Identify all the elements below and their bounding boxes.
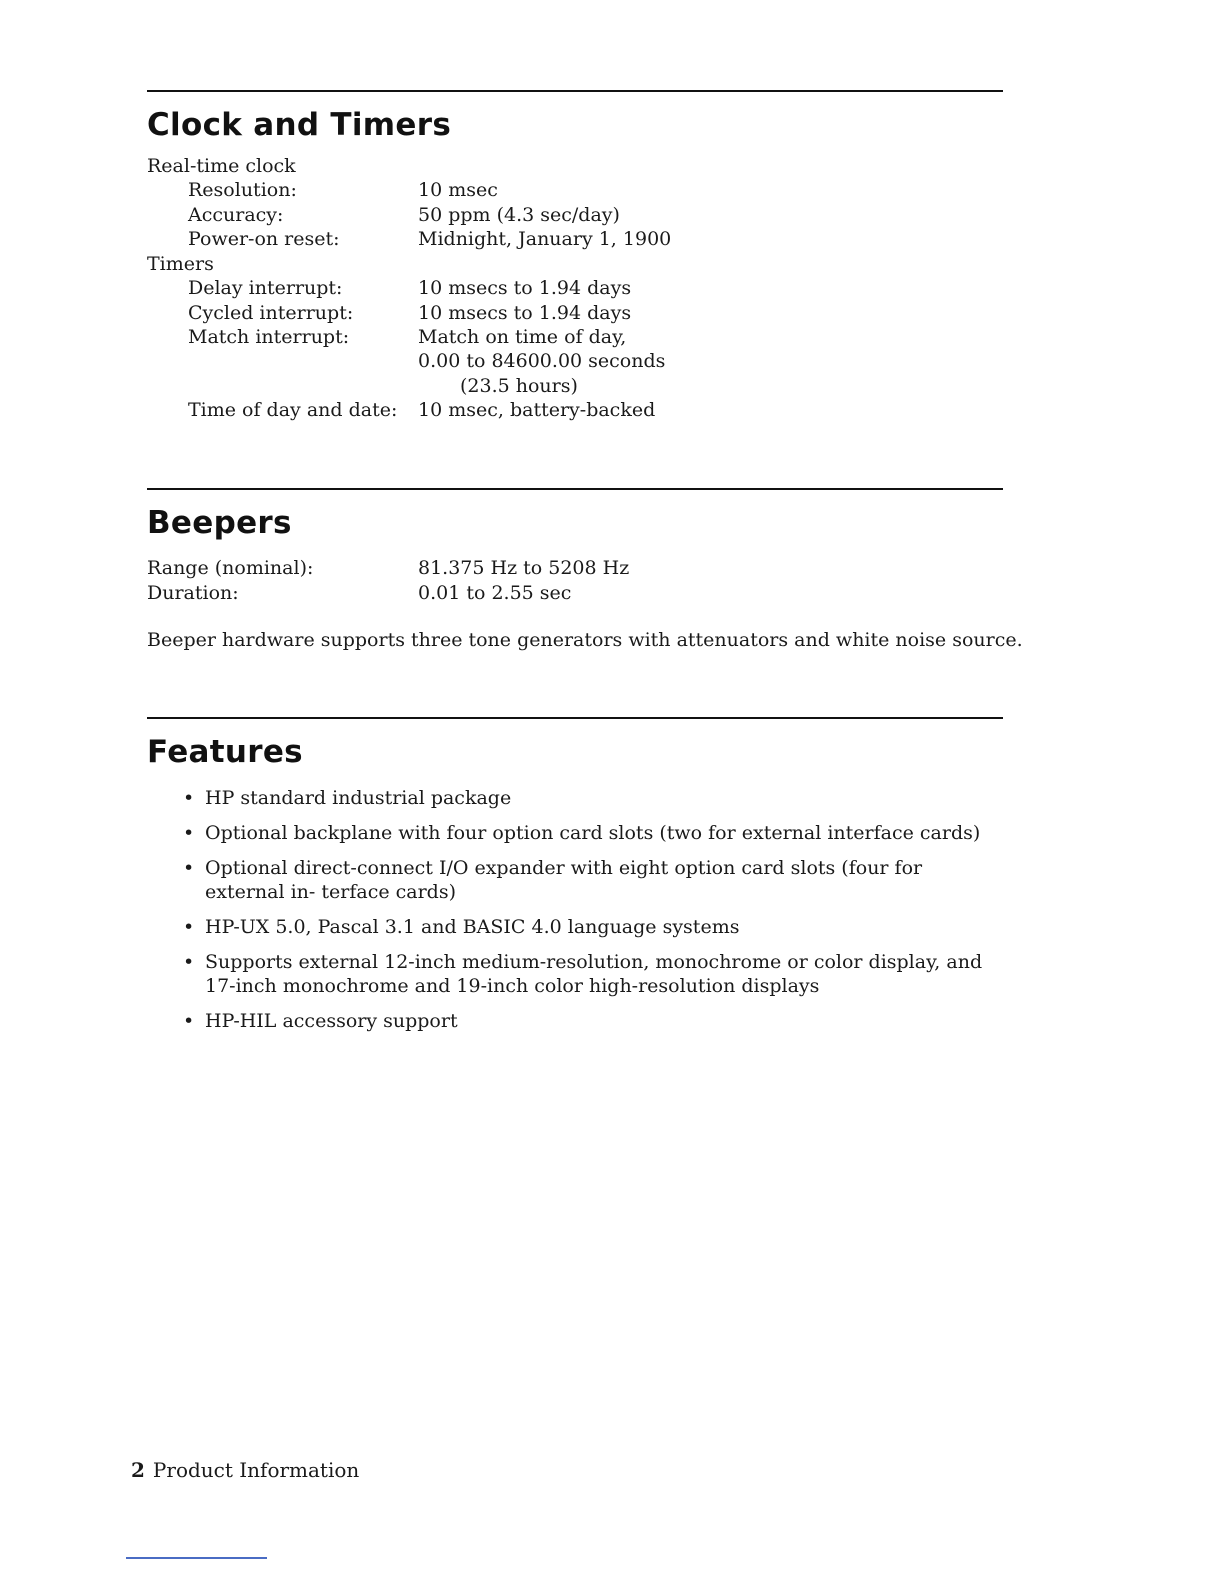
beeper-note: Beeper hardware supports three tone generators with attenuators and white noise source.: [147, 629, 1023, 651]
spec-label-resolution: Resolution:: [188, 179, 297, 201]
spec-label-range: Range (nominal):: [147, 557, 314, 579]
spec-label-tod: Time of day and date:: [188, 399, 398, 421]
bottom-edge-mark: [126, 1557, 267, 1559]
spec-value-reset: Midnight, January 1, 1900: [418, 228, 672, 250]
page-number: 2: [131, 1458, 145, 1482]
spec-value-duration: 0.01 to 2.55 sec: [418, 582, 572, 604]
section-title-features: Features: [147, 734, 303, 770]
page-footer: [131, 1458, 359, 1482]
spec-value-tod: 10 msec, battery-backed: [418, 399, 656, 421]
section-title-clock: Clock and Timers: [147, 107, 452, 143]
spec-value-delay: 10 msecs to 1.94 days: [418, 277, 632, 299]
spec-label-cycled: Cycled interrupt:: [188, 302, 354, 324]
section-title-beepers: Beepers: [147, 505, 292, 541]
spec-value-resolution: 10 msec: [418, 179, 498, 201]
section-rule-clock: [147, 90, 1003, 92]
spec-value-match-1: Match on time of day,: [418, 326, 627, 348]
spec-label-delay: Delay interrupt:: [188, 277, 343, 299]
section-rule-features: [147, 717, 1003, 719]
feature-item: • Optional direct-connect I/O expander with eight option card slots (four for external in- terface cards): [183, 856, 1005, 904]
spec-label-duration: Duration:: [147, 582, 239, 604]
feature-item: • HP standard industrial package: [183, 786, 1005, 810]
spec-value-cycled: 10 msecs to 1.94 days: [418, 302, 632, 324]
feature-item: • Optional backplane with four option card slots (two for external interface cards): [183, 821, 1005, 845]
spec-value-range: 81.375 Hz to 5208 Hz: [418, 557, 630, 579]
features-list: [183, 786, 1005, 1044]
spec-value-match-2: 0.00 to 84600.00 seconds: [418, 350, 666, 372]
rtc-heading: Real-time clock: [147, 155, 296, 177]
spec-label-accuracy: Accuracy:: [188, 204, 284, 226]
spec-label-match: Match interrupt:: [188, 326, 350, 348]
footer-section-name: Product Information: [152, 1458, 360, 1482]
spec-label-reset: Power-on reset:: [188, 228, 340, 250]
spec-value-accuracy: 50 ppm (4.3 sec/day): [418, 204, 620, 226]
feature-item: • HP-HIL accessory support: [183, 1009, 1005, 1033]
feature-item: • Supports external 12-inch medium-resolution, monochrome or color display, and 17-inch monochrome and 19-inch color high-resolution displays: [183, 950, 1005, 998]
section-rule-beepers: [147, 488, 1003, 490]
timers-heading: Timers: [147, 253, 214, 275]
feature-item: • HP-UX 5.0, Pascal 3.1 and BASIC 4.0 language systems: [183, 915, 1005, 939]
spec-value-match-3: (23.5 hours): [460, 375, 578, 397]
